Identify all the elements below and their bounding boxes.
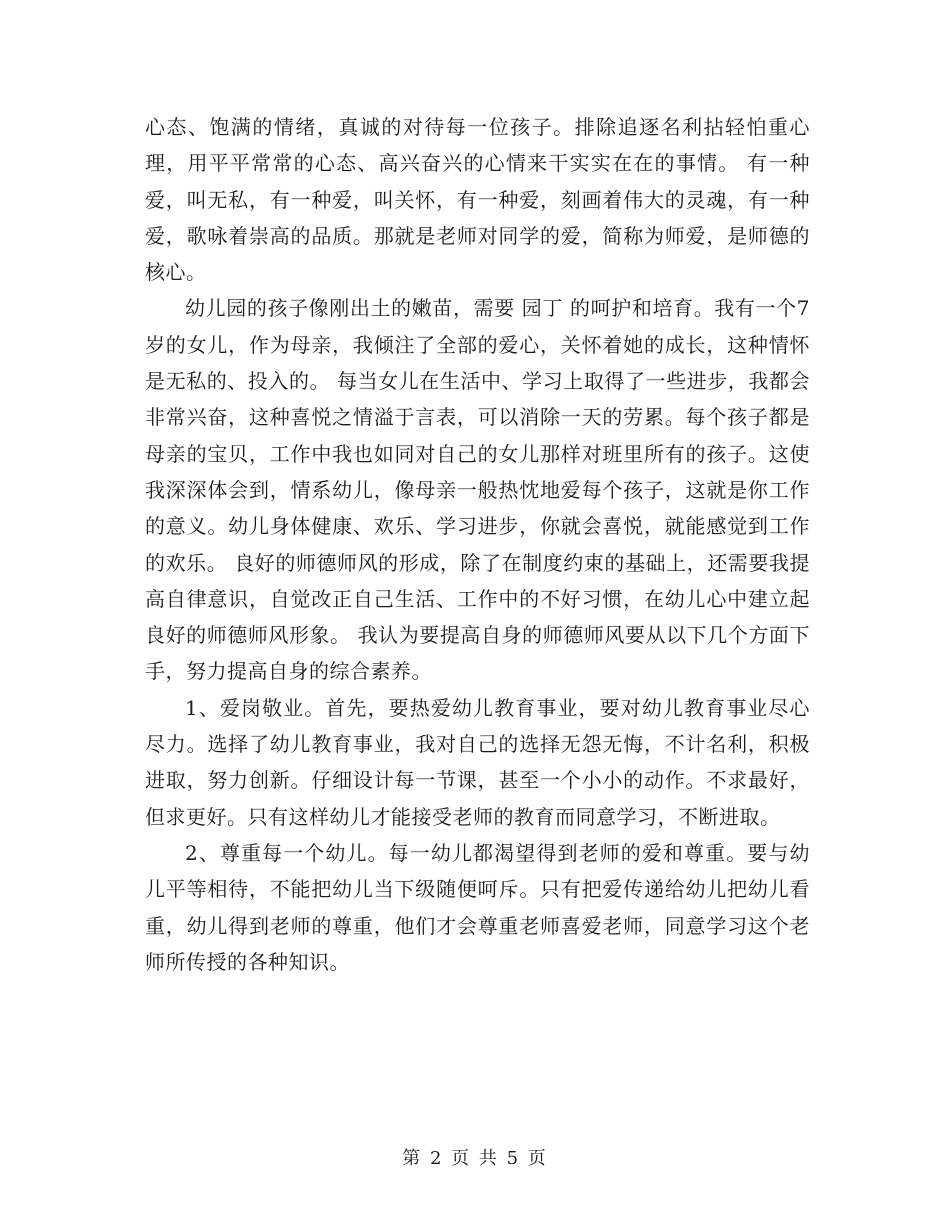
paragraph-3: 1、爱岗敬业。首先，要热爱幼儿教育事业，要对幼儿教育事业尽心尽力。选择了幼儿教育事业，我对自己的选择无怨无悔，不计名利，积极进取，努力创新。仔细设计每一节课，甚至一个小小的动作。不求最好，但求更好。只有这样幼儿才能接受老师的教育而同意学习，不断进取。 [145,695,810,829]
paragraph-1: 心态、饱满的情绪，真诚的对待每一位孩子。排除追逐名利拈轻怕重心理，用平平常常的心态、高兴奋兴的心情来干实实在在的事情。 有一种爱，叫无私，有一种爱，叫关怀，有一种爱，刻画着伟大的灵魂，有一种爱，歌咏着崇高的品质。那就是老师对同学的爱，简称为师爱，是师德的核心。 [145,115,810,285]
paragraph-2: 幼儿园的孩子像刚出土的嫩苗，需要 园丁 的呵护和培育。我有一个7岁的女儿，作为母亲，我倾注了全部的爱心，关怀着她的成长，这种情怀是无私的、投入的。 每当女儿在生活中、学习上取得了一些进步，我都会非常兴奋，这种喜悦之情溢于言表，可以消除一天的劳累。每个孩子都是母亲的宝贝，工作中我也如同对自己的女儿那样对班里所有的孩子。这使我深深体会到，情系幼儿，像母亲一般热忱地爱每个孩子，这就是你工作的意义。幼儿身体健康、欢乐、学习进步，你就会喜悦，就能感觉到工作的欢乐。 良好的师德师风的形成，除了在制度约束的基础上，还需要我提高自律意识，自觉改正自己生活、工作中的不好习惯，在幼儿心中建立起良好的师德师风形象。 我认为要提高自身的师德师风要从以下几个方面下手，努力提高自身的综合素养。 [145,296,810,684]
paragraph-4: 2、尊重每一个幼儿。每一幼儿都渴望得到老师的爱和尊重。要与幼儿平等相待，不能把幼儿当下级随便呵斥。只有把爱传递给幼儿把幼儿看重，幼儿得到老师的尊重，他们才会尊重老师喜爱老师，同意学习这个老师所传授的各种知识。 [145,840,810,974]
document-body [145,109,810,980]
page-number-footer: 第 2 页 共 5 页 [402,1148,548,1169]
